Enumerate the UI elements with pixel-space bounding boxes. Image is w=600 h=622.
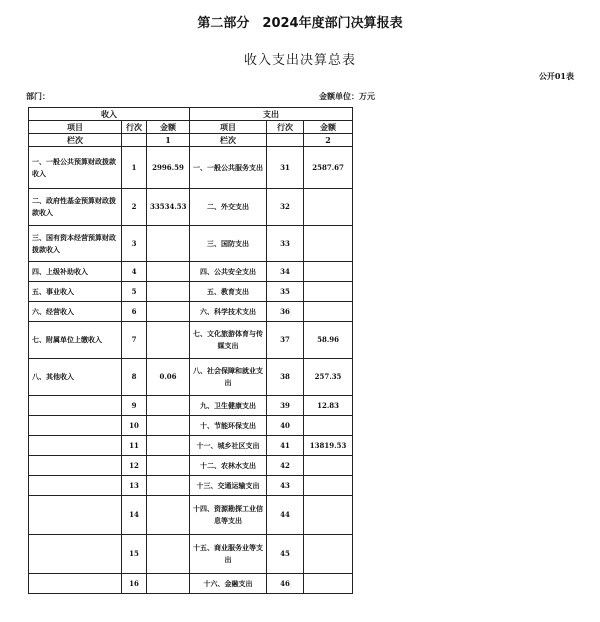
expense-amount-cell [304, 226, 353, 262]
table-row [29, 322, 353, 359]
table-row [29, 456, 353, 476]
income-line-cell: 6 [122, 302, 147, 322]
table-row [29, 436, 353, 456]
expense-amount-cell [304, 535, 353, 574]
column-number-row [29, 134, 353, 147]
expense-line-cell: 33 [267, 226, 304, 262]
table-row [29, 416, 353, 436]
expense-line-cell: 46 [267, 574, 304, 594]
income-line-cell: 10 [122, 416, 147, 436]
group-header-row [29, 108, 353, 121]
income-item-cell: 五、事业收入 [29, 282, 122, 302]
expense-column-number: 2 [304, 134, 353, 147]
income-item-cell: 三、国有资本经营预算财政拨款收入 [29, 226, 122, 262]
department-label: 部门： [26, 91, 50, 101]
expense-line-cell: 38 [267, 359, 304, 396]
expense-line-cell: 41 [267, 436, 304, 456]
expense-amount-cell [304, 574, 353, 594]
expense-item-cell: 十、节能环保支出 [190, 416, 267, 436]
expense-line-cell: 43 [267, 476, 304, 496]
income-line-cell: 8 [122, 359, 147, 396]
income-amount-cell [147, 396, 190, 416]
main-title: 第二部分 2024年度部门决算报表 [197, 16, 403, 31]
expense-item-cell: 一、一般公共服务支出 [190, 147, 267, 189]
income-amount-cell [147, 226, 190, 262]
income-lanci-label: 栏次 [29, 134, 122, 147]
income-item-header: 项目 [29, 121, 122, 134]
income-amount-cell [147, 496, 190, 535]
income-column-number: 1 [147, 134, 190, 147]
expense-item-cell: 八、社会保障和就业支出 [190, 359, 267, 396]
form-code: 公开01表 [538, 71, 574, 81]
table-row [29, 535, 353, 574]
income-item-cell [29, 436, 122, 456]
income-amount-header: 金额 [147, 121, 190, 134]
table-row [29, 476, 353, 496]
table-row [29, 226, 353, 262]
income-amount-cell [147, 574, 190, 594]
expense-line-header: 行次 [267, 121, 304, 134]
table-row [29, 189, 353, 226]
report-title: 收入支出决算总表 [243, 53, 356, 68]
income-amount-cell [147, 322, 190, 359]
income-item-cell [29, 574, 122, 594]
table-row [29, 574, 353, 594]
income-line-cell: 13 [122, 476, 147, 496]
expense-lanci-empty [267, 134, 304, 147]
table-row [29, 496, 353, 535]
income-item-cell [29, 416, 122, 436]
expense-item-cell: 十五、商业服务业等支出 [190, 535, 267, 574]
table-row [29, 282, 353, 302]
expense-amount-cell: 13819.53 [304, 436, 353, 456]
income-line-cell: 4 [122, 262, 147, 282]
income-item-cell: 四、上级补助收入 [29, 262, 122, 282]
expense-line-cell: 39 [267, 396, 304, 416]
income-item-cell [29, 456, 122, 476]
table-row [29, 359, 353, 396]
expense-amount-cell: 2587.67 [304, 147, 353, 189]
column-header-row [29, 121, 353, 134]
income-amount-cell: 2996.59 [147, 147, 190, 189]
expense-line-cell: 44 [267, 496, 304, 535]
expense-amount-cell: 257.35 [304, 359, 353, 396]
income-amount-cell [147, 436, 190, 456]
expense-amount-cell [304, 456, 353, 476]
expense-amount-cell: 12.83 [304, 396, 353, 416]
expense-item-header: 项目 [190, 121, 267, 134]
expense-line-cell: 40 [267, 416, 304, 436]
expense-line-cell: 45 [267, 535, 304, 574]
table-row [29, 302, 353, 322]
expense-item-cell: 五、教育支出 [190, 282, 267, 302]
expense-lanci-label: 栏次 [190, 134, 267, 147]
income-amount-cell: 33534.53 [147, 189, 190, 226]
income-item-cell [29, 535, 122, 574]
expense-item-cell: 十四、资源勘探工业信息等支出 [190, 496, 267, 535]
income-amount-cell [147, 476, 190, 496]
income-item-cell [29, 396, 122, 416]
income-item-cell: 一、一般公共预算财政拨款收入 [29, 147, 122, 189]
income-expense-table [28, 107, 353, 594]
expense-amount-cell [304, 302, 353, 322]
table-row [29, 147, 353, 189]
income-amount-cell [147, 456, 190, 476]
expense-line-cell: 32 [267, 189, 304, 226]
expense-line-cell: 34 [267, 262, 304, 282]
income-line-cell: 1 [122, 147, 147, 189]
expense-item-cell: 七、文化旅游体育与传媒支出 [190, 322, 267, 359]
income-line-cell: 3 [122, 226, 147, 262]
income-line-cell: 11 [122, 436, 147, 456]
expense-item-cell: 四、公共安全支出 [190, 262, 267, 282]
amount-unit-label: 金额单位：万元 [319, 91, 375, 101]
income-line-cell: 9 [122, 396, 147, 416]
expense-amount-header: 金额 [304, 121, 353, 134]
income-item-cell [29, 496, 122, 535]
expense-item-cell: 十三、交通运输支出 [190, 476, 267, 496]
income-group-header: 收入 [29, 108, 190, 121]
expense-amount-cell [304, 496, 353, 535]
expense-amount-cell: 58.96 [304, 322, 353, 359]
expense-amount-cell [304, 416, 353, 436]
expense-item-cell: 九、卫生健康支出 [190, 396, 267, 416]
income-item-cell: 八、其他收入 [29, 359, 122, 396]
expense-item-cell: 三、国防支出 [190, 226, 267, 262]
expense-item-cell: 十一、城乡社区支出 [190, 436, 267, 456]
expense-line-cell: 42 [267, 456, 304, 476]
income-line-cell: 7 [122, 322, 147, 359]
income-item-cell: 七、附属单位上缴收入 [29, 322, 122, 359]
income-item-cell: 二、政府性基金预算财政拨款收入 [29, 189, 122, 226]
income-lanci-empty [122, 134, 147, 147]
income-line-cell: 16 [122, 574, 147, 594]
income-line-cell: 2 [122, 189, 147, 226]
expense-amount-cell [304, 282, 353, 302]
expense-line-cell: 36 [267, 302, 304, 322]
table-row [29, 396, 353, 416]
income-item-cell [29, 476, 122, 496]
income-amount-cell [147, 535, 190, 574]
expense-item-cell: 十六、金融支出 [190, 574, 267, 594]
expense-line-cell: 31 [267, 147, 304, 189]
expense-amount-cell [304, 476, 353, 496]
table-row [29, 262, 353, 282]
income-amount-cell [147, 262, 190, 282]
income-line-cell: 5 [122, 282, 147, 302]
income-line-cell: 14 [122, 496, 147, 535]
expense-line-cell: 35 [267, 282, 304, 302]
expense-amount-cell [304, 189, 353, 226]
expense-item-cell: 十二、农林水支出 [190, 456, 267, 476]
expense-line-cell: 37 [267, 322, 304, 359]
income-amount-cell [147, 302, 190, 322]
income-item-cell: 六、经营收入 [29, 302, 122, 322]
expense-item-cell: 二、外交支出 [190, 189, 267, 226]
income-amount-cell: 0.06 [147, 359, 190, 396]
expense-group-header: 支出 [190, 108, 353, 121]
income-line-header: 行次 [122, 121, 147, 134]
income-line-cell: 15 [122, 535, 147, 574]
income-amount-cell [147, 282, 190, 302]
income-amount-cell [147, 416, 190, 436]
income-line-cell: 12 [122, 456, 147, 476]
expense-item-cell: 六、科学技术支出 [190, 302, 267, 322]
expense-amount-cell [304, 262, 353, 282]
